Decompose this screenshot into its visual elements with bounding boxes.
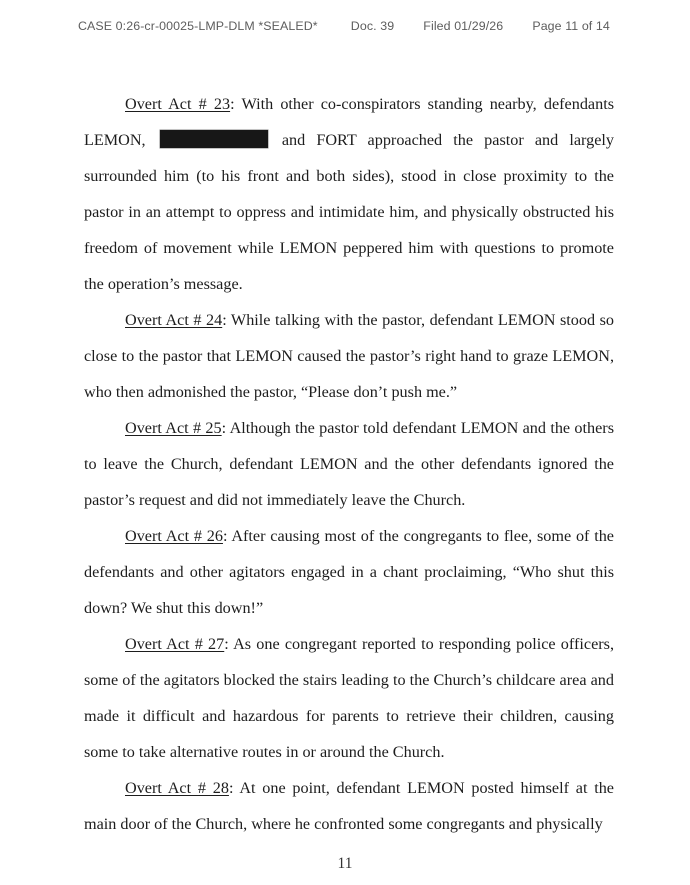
- page-number: 11: [337, 855, 353, 872]
- ecf-filed-date: Filed 01/29/26: [423, 19, 504, 33]
- overt-act-text: At one point, defendant LEMON posted himself at the main door of the Church, where he confronted some congregants and physically: [84, 779, 614, 833]
- overt-act-paragraph: [84, 302, 614, 410]
- ecf-page-of: Page 11 of 14: [532, 19, 610, 33]
- overt-act-text: While talking with the pastor, defendant LEMON stood so close to the pastor that LEMON caused the pastor’s right hand to graze LEMON, who then admonished the pastor, “Please don’t push me.”: [84, 311, 614, 401]
- overt-act-colon: :: [228, 779, 234, 797]
- ecf-case-number: CASE 0:26-cr-00025-LMP-DLM *SEALED*: [78, 19, 318, 33]
- overt-act-label: Overt Act # 27: [125, 635, 225, 653]
- overt-act-colon: :: [222, 527, 228, 545]
- overt-act-label: Overt Act # 25: [125, 419, 222, 437]
- overt-acts-body: [84, 86, 614, 842]
- redaction-bar: [160, 130, 268, 148]
- overt-act-paragraph: [84, 410, 614, 518]
- ecf-document-number: Doc. 39: [350, 19, 395, 33]
- ecf-header-stamp: [78, 19, 618, 37]
- overt-act-label: Overt Act # 24: [125, 311, 223, 329]
- overt-act-label: Overt Act # 28: [125, 779, 229, 797]
- overt-act-colon: :: [221, 419, 227, 437]
- overt-act-text: After causing most of the congregants to flee, some of the defendants and other agitators engaged in a chant proclaiming, “Who shut this down? We shut this down!”: [84, 527, 614, 617]
- overt-act-text-before-redaction: With other co-conspirators standing nearby, defendants LEMON,: [84, 95, 615, 149]
- overt-act-paragraph: [84, 770, 614, 842]
- overt-act-colon: :: [224, 635, 229, 653]
- overt-act-paragraph: [84, 626, 614, 770]
- overt-act-paragraph: [84, 518, 614, 626]
- overt-act-paragraph: [84, 86, 614, 302]
- overt-act-label: Overt Act # 23: [125, 95, 231, 113]
- overt-act-text: As one congregant reported to responding police officers, some of the agitators blocked the stairs leading to the Church’s childcare area and made it difficult and hazardous for parents to retrieve their children, causing some to take alternative routes in or around the Church.: [84, 635, 614, 761]
- overt-act-label: Overt Act # 26: [125, 527, 223, 545]
- overt-act-text: Although the pastor told defendant LEMON and the others to leave the Church, defendant LEMON and the other defendants ignored the pastor’s request and did not immediately leave the Church.: [84, 419, 614, 509]
- overt-act-colon: :: [222, 311, 227, 329]
- overt-act-colon: :: [230, 95, 235, 113]
- overt-act-text-after-redaction: and FORT approached the pastor and largely surrounded him (to his front and both sides), stood in close proximity to the pastor in an attempt to oppress and intimidate him, and physically obstructed his freedom of movement while LEMON peppered him with questions to promote the operation’s message.: [84, 131, 614, 293]
